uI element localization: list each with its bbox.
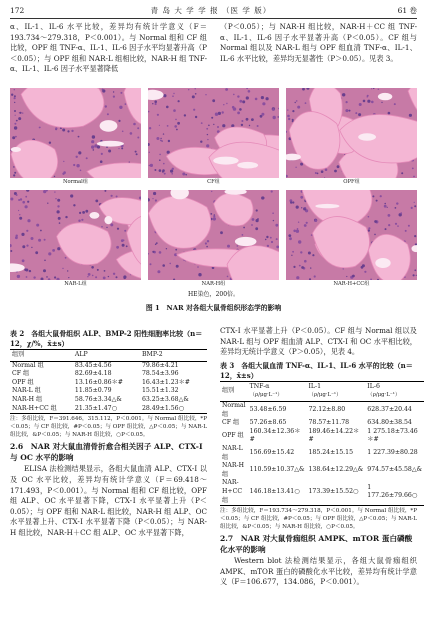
table-row [10,370,207,379]
page-number: 172 [10,6,25,15]
results-paragraph-continued: α、IL-1、IL-6 水平比较，差异均有统计学意义（F＝193.734～279.318，P＜0.001）。与 Normal 组和 CF 组比较，OPF 组 TNF-α、IL-1、IL-6 因子水平均显著升高（P＜0.05）；与 OPF 组和 NAR-L 组相比较，NAR-H 组 TNF-α、IL-1、IL-6 因子水平显著降低 [10,22,207,74]
table2-cell: 63.25±3.68△& [141,395,189,403]
table3-title: 表 3 各组大鼠血清 TNF-α、IL-1、IL-6 水平的比较（n＝12，x̄±s） [220,360,413,380]
table3-cell: 185.24±15.15 [308,449,354,457]
table2-cell: NAR-H 组 [12,395,43,403]
histology-image [286,190,417,280]
panel-label: NAR-H组 [201,281,226,287]
table2-header-cell: BMP-2 [140,350,207,362]
table3-cell: 57.26±8.65 [249,419,287,427]
figure-panel [148,88,279,186]
table2-cell: 78.54±3.96 [141,370,179,378]
table-3 [220,381,424,506]
table2-note: 注：多组比较，F＝391.646，315.112，P＜0.001。与 Normal 组比较，*P＜0.05；与 CF 组比较，#P＜0.05；与 OPF 组比较，△P＜0.05；与 NAR-L 组比较，&P＜0.05；与 NAR-H 组比较，○P＜0.05。 [10,416,208,439]
table2-cell: 58.76±3.34△& [74,395,122,403]
table2-cell: OPF 组 [12,378,34,386]
table3-header-unit: （ρ/μg·L⁻¹） [367,392,401,399]
panel-label: NAR-H+CC组 [333,281,370,287]
histology-image [148,88,279,178]
histology-image [286,88,417,178]
table2-cell: 11.85±0.79 [74,387,112,395]
stain-note: HE染色，200倍。 [187,291,240,298]
table3-header-row [220,381,424,401]
results-paragraph-end: （P＜0.05）；与 NAR-H 组比较，NAR-H＋CC 组 TNF-α、IL-1、IL-6 因子水平显著升高（P＜0.05）。CF 组与 Normal 组以及 NAR-L 组与 OPF 组血清 TNF-α、IL-1、IL-6 水平比较，差异均无显著性（P＞0.05）。见表 3。 [220,22,417,63]
table2-cell: 83.45±4.56 [74,361,112,369]
figure-panel [10,190,141,288]
section-2-6-continued: CTX-Ⅰ 水平显著上升（P＜0.05）。CF 组与 Normal 组以及 NAR-L 组与 OPF 组血清 ALP、CTX-Ⅰ 和 OC 水平相比较，差异均无统计学意义（P＞0.05），见表 4。 [220,326,417,357]
section-2-7-heading: 2.7 NAR 对大鼠骨痂组织 AMPK、mTOR 蛋白磷酸化水平的影响 [220,534,413,554]
table2-title: 表 2 各组大鼠骨组织 ALP、BMP-2 阳性细胞率比较（n＝12，χ/%，x̄±s） [10,329,203,348]
table-row [10,361,207,370]
table2-cell: 79.86±4.21 [141,361,179,369]
table3-cell: OPF 组 [222,432,244,440]
table3-cell: 634.80±38.54 [367,419,412,427]
figure-panel [148,190,279,288]
table2-cell: 82.69±4.18 [74,370,112,378]
table3-cell: 173.39±15.52○ [306,479,365,505]
table3-cell: NAR-L 组 [222,444,243,461]
table-row [220,479,424,505]
table3-cell: 156.69±15.42 [249,449,295,457]
section-2-7-body: Western blot 法检测结果显示，各组大鼠骨痂组织 AMPK、mTOR 蛋白的磷酸化水平比较，差异均有统计学意义（F＝106.677，134.086，P＜0.001）。 [220,556,417,587]
table3-cell: 53.48±6.59 [249,406,287,414]
table-row [220,419,424,428]
table3-cell: 110.59±10.37△& [249,466,305,474]
section-2-6-heading: 2.6 NAR 对大鼠血清骨折愈合相关因子 ALP、CTX-Ⅰ 与 OC 水平的影响 [10,442,203,462]
table2-cell: NAR-H+CC 组 [10,405,73,414]
panel-label: OPF组 [343,179,360,185]
table-row [220,445,424,462]
table3-header-unit: （ρ/μg·L⁻¹） [308,392,342,399]
table3-header-label: TNF-α [249,382,270,390]
table3-header-label: IL-1 [308,382,322,390]
table3-cell: 146.18±13.41○ [248,479,307,505]
table3-header-cell [365,381,424,401]
table2-cell: 15.51±1.32 [141,387,179,395]
table3-cell: 1 275.18±73.46＊# [367,427,418,444]
histology-image [10,88,141,178]
panel-label: Normal组 [62,179,88,185]
figure-panel [286,190,417,288]
figure-1 [10,88,417,313]
table3-cell: 138.64±12.29△& [308,466,364,474]
table3-header-label: IL-6 [367,382,380,390]
section-2-6-body: ELISA 法检测结果显示，各组大鼠血清 ALP、CTX-Ⅰ 以及 OC 水平比较，差异均有统计学意义（F＝69.418～171.493，P＜0.001）。与 Normal 组和 CF 组比较，OPF 组 ALP、OC 水平显著下降，CTX-Ⅰ 水平显著上升（P＜0.05）；与 OPF 组和 NAR-L 组比较，NAR-H 组 ALP、OC 水平显著上升、CTX-Ⅰ 水平显著下降（P＜0.05）；与 NAR-H 组比较，NAR-H＋CC 组 ALP、OC 水平显著下降， [10,464,207,537]
table2-cell: CF 组 [12,370,30,378]
left-column-bottom [10,326,207,539]
table-row [10,387,207,396]
table3-header-cell [248,381,307,401]
table-2 [10,349,207,414]
table-row [10,405,207,414]
table3-cell: 1 177.26±79.66○ [365,479,424,505]
histology-grid [10,88,417,288]
table3-cell: NAR-H 组 [222,462,245,478]
table-row [10,396,207,405]
table2-cell: 13.16±0.86＊# [74,378,123,386]
figure-caption: 图 1 NAR 对各组大鼠骨组织形态学的影响 [145,303,282,312]
table-row [220,428,424,445]
table3-cell: NAR-H+CC 组 [220,479,248,505]
table2-header-row [10,350,207,362]
panel-label: CF组 [207,179,220,185]
journal-title: 青 岛 大 学 学 报 （医 学 版） [150,6,272,15]
right-column-top [220,22,417,64]
table2-cell: 16.43±1.23＊# [141,378,190,386]
running-header [10,6,417,19]
table2-cell: NAR-L 组 [12,387,41,395]
table3-header-cell [220,381,248,401]
table2-header-cell: 组别 [10,350,73,362]
table3-cell: 72.12±8.80 [308,406,346,414]
panel-label: NAR-L组 [64,281,87,287]
figure-panel [286,88,417,186]
table3-cell: CF 组 [222,419,240,427]
figure-panel [10,88,141,186]
table2-body [10,361,207,414]
table-row [220,401,424,419]
table3-body [220,401,424,505]
table3-header-cell [306,381,365,401]
table3-cell: 628.37±20.44 [367,406,412,414]
table2-cell: Normal 组 [12,361,44,369]
table3-cell: 78.57±11.78 [308,419,350,427]
table3-note: 注：多组比较，F＝193.734～279.318，P＜0.001。与 Normal 组比较，*P＜0.05；与 CF 组比较，#P＜0.05；与 OPF 组比较，△P＜0.05；与 NAR-L 组比较，&P＜0.05；与 NAR-H 组比较，○P＜0.05。 [220,508,418,531]
volume-label: 61 卷 [397,6,417,15]
table-row [220,462,424,479]
table3-cell: Normal 组 [222,401,246,418]
table3-cell: 160.34±12.36＊# [249,427,301,444]
table2-header-cell: ALP [73,350,140,362]
table3-cell: 1 227.39±80.28 [367,449,418,457]
table2-cell: 21.35±1.47○ [73,405,140,414]
table3-header-label: 组别 [222,387,235,395]
right-column-bottom [220,326,423,588]
table3-cell: 974.57±45.58△& [367,466,423,474]
histology-image [148,190,279,280]
table3-cell: 189.46±14.22＊# [308,427,360,444]
table3-header-unit: （ρ/μg·L⁻¹） [249,392,283,399]
histology-image [10,190,141,280]
table2-cell: 28.49±1.56○ [140,405,207,414]
left-column-top [10,22,207,75]
